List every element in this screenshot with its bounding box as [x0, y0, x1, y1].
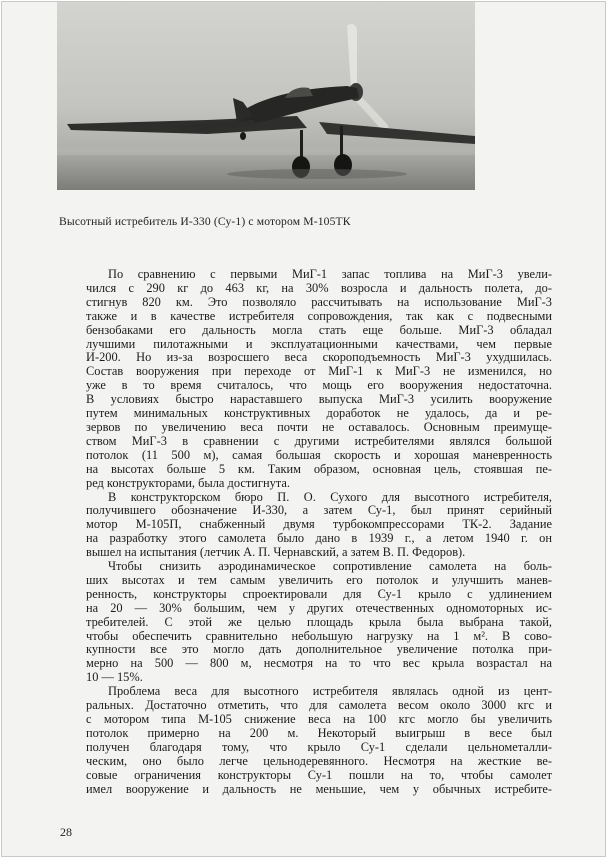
- text-line: потолок (11 500 м), самая большая скорость и хорошая маневренность: [86, 447, 552, 462]
- text-line: мерно на 500 — 800 м, несмотря на то что вес крыла возрастал на: [86, 656, 552, 671]
- text-line: вышел на испытания (летчик А. П. Чернавский, а затем В. П. Федоров).: [86, 545, 466, 560]
- text-line: совые ограничения конструкторы Су-1 пошли на то, чтобы самолет: [86, 767, 552, 782]
- text-line: получившего обозначение И-330, а затем Су-1, был принят серийный: [86, 503, 552, 518]
- figure-caption: Высотный истребитель И-330 (Су-1) с мотором М-105ТК: [59, 215, 351, 228]
- text-line: на 20 — 30% большим, чем у других отечественных одномоторных ис-: [86, 600, 552, 615]
- text-line: ренность, конструкторы спроектировали для Су-1 крыло с удлинением: [86, 586, 552, 601]
- text-line: на разработку этого самолета было дано в 1939 г., а летом 1940 г. он: [86, 531, 552, 546]
- text-line: стигнув 820 км. Это позволяло рассчитывать на использование МиГ-3: [86, 294, 552, 309]
- text-line: ших высотах и тем самым увеличить его потолок и улучшить манев-: [86, 572, 552, 587]
- text-line: Чтобы снизить аэродинамическое сопротивление самолета на боль-: [108, 559, 552, 574]
- text-line: чился с 290 кг до 463 кг, на 30% возросла и дальность полета, до-: [86, 280, 552, 295]
- text-line: И-200. Но из-за возросшего веса скороподъемность МиГ-3 ухудшилась.: [86, 350, 552, 365]
- text-line: Состав вооружения при переходе от МиГ-1 к МиГ-3 не изменился, но: [86, 364, 552, 379]
- text-line: ред конструкторами, была достигнута.: [86, 475, 290, 490]
- text-line: 10 — 15%.: [86, 670, 143, 685]
- text-line: бензобаками его дальность могла стать еще больше. МиГ-3 обладал: [86, 322, 552, 337]
- text-line: требителей. С этой же целью площадь крыла была выбрана такой,: [86, 614, 552, 629]
- text-line: ральных. Достаточно отметить, что для самолета весом около 3000 кгс и: [86, 698, 552, 713]
- text-line: чтобы обеспечить сравнительно небольшую нагрузку на 1 м². В сово-: [86, 628, 552, 643]
- text-line: получен благодаря тому, что крыло Су-1 сделали цельнометалли-: [86, 739, 552, 754]
- text-line: имел вооружение и дальность не меньшие, чем у обычных истребите-: [86, 781, 552, 796]
- text-line: купности все это могло дать дополнительное увеличение потолка при-: [86, 642, 552, 657]
- text-line: ством МиГ-3 в сравнении с другими истребителями являлся большой: [86, 433, 552, 448]
- aircraft-photo: [57, 2, 475, 190]
- text-line: зервов по увеличению веса почти не оставалось. Основным преимуще-: [86, 419, 552, 434]
- text-line: с мотором типа М-105 снижение веса на 100 кгс могло бы увеличить: [86, 712, 552, 726]
- page-number: 28: [60, 825, 72, 839]
- text-line: путем минимальных конструктивных доработок не удалось, да и ре-: [86, 406, 552, 421]
- text-line: мотор М-105П, снабженный двумя турбокомпрессорами ТК-2. Задание: [86, 517, 552, 532]
- text-line: ческим, оно было легче цельнодеревянного. Несмотря на жесткие ве-: [86, 753, 552, 768]
- text-line: В конструкторском бюро П. О. Сухого для высотного истребителя,: [108, 489, 552, 504]
- text-line: Проблема веса для высотного истребителя являлась одной из цент-: [108, 684, 552, 699]
- text-line: По сравнению с первыми МиГ-1 запас топлива на МиГ-3 увели-: [108, 267, 552, 281]
- text-line: на высотах больше 5 км. Таким образом, основная цель, стоявшая пе-: [86, 461, 552, 476]
- text-line: В условиях быстро нараставшего выпуска МиГ-3 усилить вооружение: [86, 392, 552, 407]
- text-line: уже в то время считалось, что мощь его вооружения недостаточна.: [86, 378, 552, 393]
- text-line: лучшими пилотажными и эксплуатационными качествами, чем первые: [86, 336, 552, 351]
- body-text: [86, 268, 552, 796]
- text-line: потолок примерно на 200 м. Некоторый выигрыш в весе был: [86, 725, 552, 740]
- text-line: также и в качестве истребителя сопровождения, так как с подвесными: [86, 308, 552, 323]
- book-page: [1, 1, 606, 857]
